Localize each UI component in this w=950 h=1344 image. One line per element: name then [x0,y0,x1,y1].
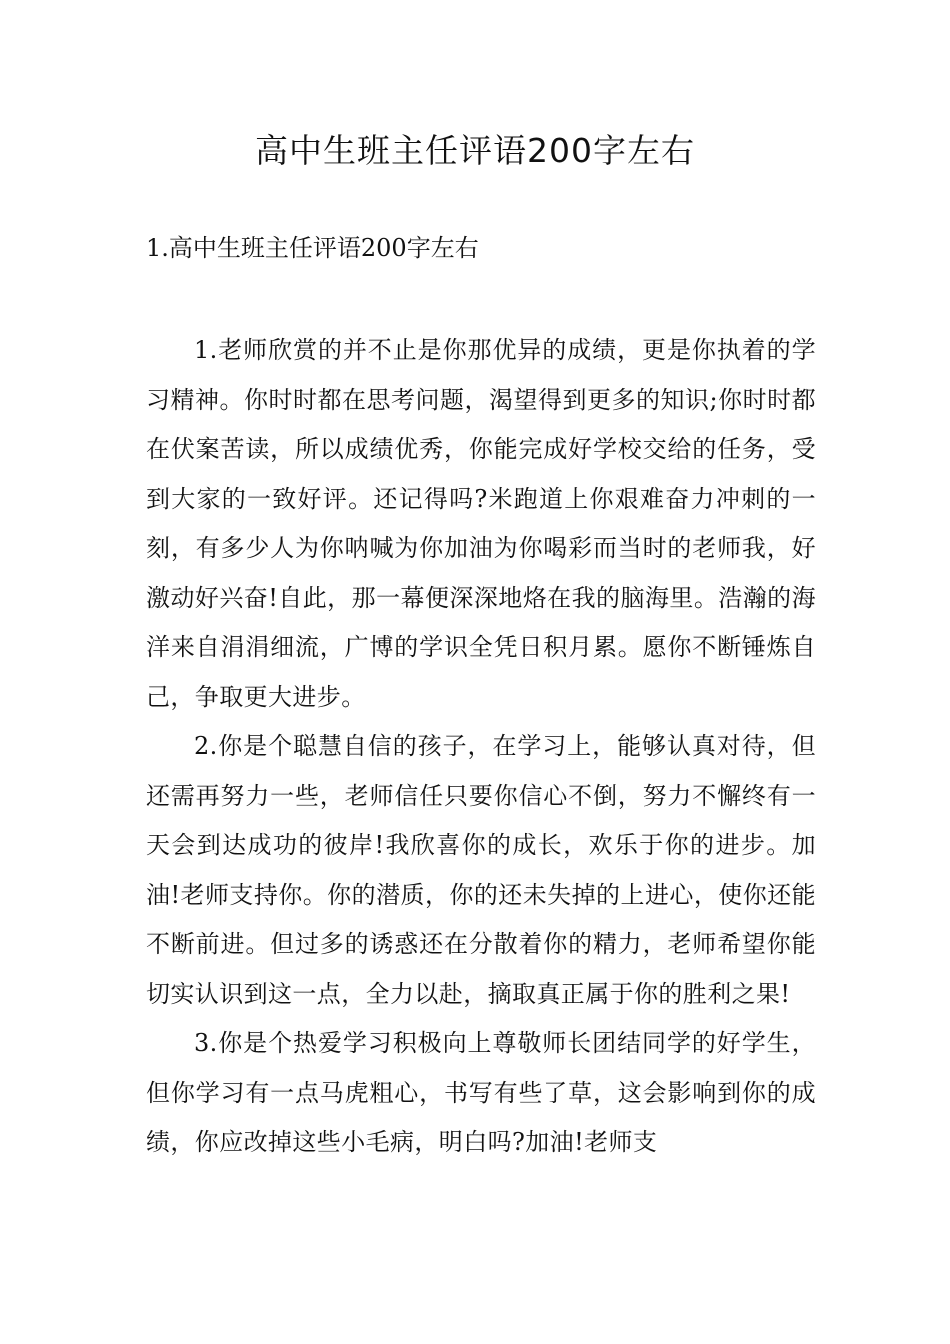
document-title: 高中生班主任评语200字左右 [255,131,695,170]
comment-paragraph-1: 1.老师欣赏的并不止是你那优异的成绩，更是你执着的学习精神。你时时都在思考问题，渴望得到更多的知识;你时时都在伏案苦读，所以成绩优秀，你能完成好学校交给的任务，受到大家的一致好评。还记得吗?米跑道上你艰难奋力冲刺的一刻，有多少人为你呐喊为你加油为你喝彩而当时的老师我，好激动好兴奋!自此，那一幕便深深地烙在我的脑海里。浩瀚的海洋来自涓涓细流，广博的学识全凭日积月累。愿你不断锤炼自己，争取更大进步。 [146,336,816,711]
comment-paragraph-2: 2.你是个聪慧自信的孩子，在学习上，能够认真对待，但还需再努力一些，老师信任只要你信心不倒，努力不懈终有一天会到达成功的彼岸!我欣喜你的成长，欢乐于你的进步。加油!老师支持你。你的潜质，你的还未失掉的上进心，使你还能不断前进。但过多的诱惑还在分散着你的精力，老师希望你能切实认识到这一点，全力以赴，摘取真正属于你的胜利之果! [146,732,816,1008]
comment-list [146,326,816,1168]
section-heading: 1.高中生班主任评语200字左右 [146,234,479,262]
comment-paragraph-3: 3.你是个热爱学习积极向上尊敬师长团结同学的好学生，但你学习有一点马虎粗心，书写有些了草，这会影响到你的成绩，你应改掉这些小毛病，明白吗?加油!老师支 [146,1029,816,1156]
